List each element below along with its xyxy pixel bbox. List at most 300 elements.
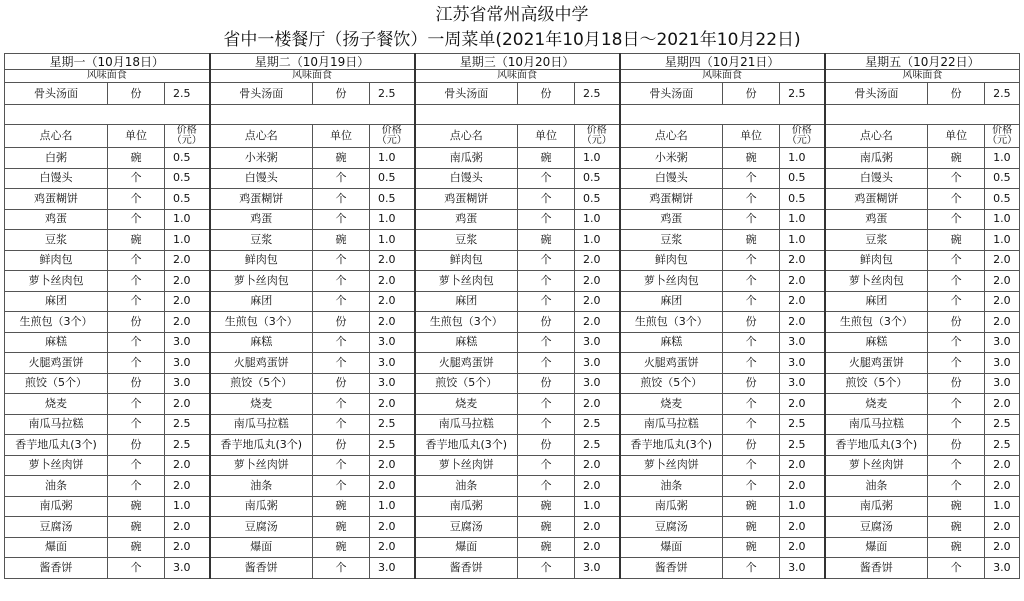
item-name: 生煎包（3个） bbox=[825, 312, 928, 333]
item-price: 0.5 bbox=[165, 189, 210, 210]
item-name: 豆腐汤 bbox=[210, 517, 313, 538]
item-unit: 个 bbox=[723, 271, 780, 292]
item-price: 3.0 bbox=[985, 558, 1020, 579]
item-name: 爆面 bbox=[825, 537, 928, 558]
item-price: 2.0 bbox=[370, 537, 415, 558]
unit-header: 单位 bbox=[928, 125, 985, 148]
item-name: 豆腐汤 bbox=[825, 517, 928, 538]
item-price: 2.0 bbox=[165, 291, 210, 312]
menu-row bbox=[5, 312, 1020, 333]
item-unit: 份 bbox=[928, 83, 985, 105]
item-price: 2.5 bbox=[985, 435, 1020, 456]
item-price: 2.0 bbox=[575, 291, 620, 312]
item-unit: 个 bbox=[108, 332, 165, 353]
item-name: 酱香饼 bbox=[415, 558, 518, 579]
item-unit: 个 bbox=[928, 209, 985, 230]
item-price: 2.0 bbox=[985, 476, 1020, 497]
item-price: 2.5 bbox=[165, 414, 210, 435]
item-price: 1.0 bbox=[780, 230, 825, 251]
item-name: 火腿鸡蛋饼 bbox=[210, 353, 313, 374]
item-unit: 个 bbox=[313, 455, 370, 476]
unit-header: 单位 bbox=[108, 125, 165, 148]
item-unit: 个 bbox=[723, 250, 780, 271]
menu-row bbox=[5, 353, 1020, 374]
item-unit: 个 bbox=[928, 476, 985, 497]
item-price: 2.0 bbox=[575, 455, 620, 476]
item-unit: 个 bbox=[108, 189, 165, 210]
item-price: 3.0 bbox=[370, 332, 415, 353]
item-name: 麻糕 bbox=[5, 332, 108, 353]
item-name: 骨头汤面 bbox=[415, 83, 518, 105]
item-price: 2.0 bbox=[370, 394, 415, 415]
item-unit: 个 bbox=[723, 394, 780, 415]
menu-row bbox=[5, 537, 1020, 558]
item-unit: 碗 bbox=[928, 230, 985, 251]
item-price: 1.0 bbox=[370, 209, 415, 230]
item-unit: 个 bbox=[313, 414, 370, 435]
item-name: 麻糕 bbox=[415, 332, 518, 353]
item-price: 2.5 bbox=[370, 83, 415, 105]
item-unit: 个 bbox=[108, 394, 165, 415]
item-unit: 个 bbox=[723, 291, 780, 312]
price-header-label: 价格（元） bbox=[987, 125, 1018, 146]
item-name: 南瓜粥 bbox=[210, 496, 313, 517]
item-price: 3.0 bbox=[370, 353, 415, 374]
item-name: 生煎包（3个） bbox=[415, 312, 518, 333]
item-unit: 个 bbox=[518, 250, 575, 271]
price-header bbox=[165, 125, 210, 148]
item-price: 1.0 bbox=[780, 148, 825, 169]
day-header: 星期三（10月20日） bbox=[415, 54, 620, 70]
item-unit: 碗 bbox=[518, 537, 575, 558]
item-price: 0.5 bbox=[780, 168, 825, 189]
item-unit: 个 bbox=[723, 414, 780, 435]
item-price: 2.0 bbox=[780, 537, 825, 558]
category-label: 风味面食 bbox=[415, 70, 620, 83]
item-unit: 份 bbox=[313, 83, 370, 105]
item-price: 1.0 bbox=[370, 496, 415, 517]
item-unit: 碗 bbox=[928, 148, 985, 169]
item-name: 爆面 bbox=[620, 537, 723, 558]
item-unit: 个 bbox=[518, 209, 575, 230]
item-price: 2.0 bbox=[985, 271, 1020, 292]
menu-row bbox=[5, 517, 1020, 538]
item-unit: 个 bbox=[518, 394, 575, 415]
item-price: 1.0 bbox=[165, 230, 210, 251]
item-price: 3.0 bbox=[165, 353, 210, 374]
name-header: 点心名 bbox=[210, 125, 313, 148]
item-price: 2.0 bbox=[985, 291, 1020, 312]
item-price: 2.0 bbox=[780, 250, 825, 271]
item-name: 生煎包（3个） bbox=[5, 312, 108, 333]
blank-cell bbox=[620, 105, 825, 125]
item-unit: 个 bbox=[313, 558, 370, 579]
item-price: 3.0 bbox=[780, 353, 825, 374]
item-name: 油条 bbox=[415, 476, 518, 497]
item-unit: 碗 bbox=[723, 230, 780, 251]
item-unit: 份 bbox=[313, 435, 370, 456]
item-price: 2.5 bbox=[165, 83, 210, 105]
item-unit: 个 bbox=[108, 271, 165, 292]
menu-row bbox=[5, 394, 1020, 415]
name-header: 点心名 bbox=[620, 125, 723, 148]
item-name: 萝卜丝肉包 bbox=[825, 271, 928, 292]
item-name: 白馒头 bbox=[5, 168, 108, 189]
item-unit: 个 bbox=[723, 168, 780, 189]
name-header: 点心名 bbox=[5, 125, 108, 148]
item-name: 麻糕 bbox=[825, 332, 928, 353]
item-unit: 个 bbox=[108, 455, 165, 476]
item-name: 爆面 bbox=[5, 537, 108, 558]
item-price: 2.0 bbox=[165, 455, 210, 476]
price-header bbox=[780, 125, 825, 148]
item-name: 骨头汤面 bbox=[825, 83, 928, 105]
item-unit: 份 bbox=[313, 312, 370, 333]
category-label: 风味面食 bbox=[210, 70, 415, 83]
item-price: 1.0 bbox=[165, 496, 210, 517]
item-name: 南瓜粥 bbox=[825, 496, 928, 517]
item-name: 油条 bbox=[5, 476, 108, 497]
item-name: 煎饺（5个） bbox=[620, 373, 723, 394]
item-price: 2.0 bbox=[165, 250, 210, 271]
item-name: 南瓜粥 bbox=[5, 496, 108, 517]
item-unit: 个 bbox=[313, 209, 370, 230]
item-unit: 个 bbox=[313, 332, 370, 353]
item-unit: 个 bbox=[723, 332, 780, 353]
item-name: 骨头汤面 bbox=[210, 83, 313, 105]
item-name: 豆浆 bbox=[5, 230, 108, 251]
item-unit: 个 bbox=[518, 332, 575, 353]
item-name: 煎饺（5个） bbox=[210, 373, 313, 394]
item-price: 0.5 bbox=[780, 189, 825, 210]
item-name: 鸡蛋糊饼 bbox=[5, 189, 108, 210]
item-price: 1.0 bbox=[370, 230, 415, 251]
item-unit: 碗 bbox=[313, 496, 370, 517]
item-name: 烧麦 bbox=[415, 394, 518, 415]
page-subtitle: 省中一楼餐厅（扬子餐饮）一周菜单(2021年10月18日～2021年10月22日) bbox=[223, 30, 801, 50]
item-unit: 个 bbox=[928, 189, 985, 210]
item-unit: 个 bbox=[108, 168, 165, 189]
item-price: 2.0 bbox=[985, 312, 1020, 333]
item-price: 2.0 bbox=[575, 312, 620, 333]
item-name: 鲜肉包 bbox=[620, 250, 723, 271]
item-name: 南瓜粥 bbox=[825, 148, 928, 169]
item-name: 鲜肉包 bbox=[5, 250, 108, 271]
item-name: 麻团 bbox=[620, 291, 723, 312]
item-price: 2.5 bbox=[575, 414, 620, 435]
item-price: 2.5 bbox=[780, 414, 825, 435]
item-price: 0.5 bbox=[165, 148, 210, 169]
item-unit: 份 bbox=[928, 312, 985, 333]
item-unit: 个 bbox=[928, 558, 985, 579]
item-unit: 份 bbox=[518, 83, 575, 105]
item-name: 萝卜丝肉饼 bbox=[825, 455, 928, 476]
item-price: 2.0 bbox=[370, 476, 415, 497]
item-price: 2.0 bbox=[780, 517, 825, 538]
item-price: 2.5 bbox=[575, 435, 620, 456]
item-name: 豆腐汤 bbox=[415, 517, 518, 538]
item-name: 豆浆 bbox=[415, 230, 518, 251]
item-price: 0.5 bbox=[575, 189, 620, 210]
day-header: 星期五（10月22日） bbox=[825, 54, 1020, 70]
item-price: 3.0 bbox=[165, 373, 210, 394]
item-name: 生煎包（3个） bbox=[210, 312, 313, 333]
item-price: 2.5 bbox=[165, 435, 210, 456]
item-unit: 个 bbox=[313, 168, 370, 189]
item-name: 麻团 bbox=[5, 291, 108, 312]
item-name: 萝卜丝肉饼 bbox=[620, 455, 723, 476]
item-price: 3.0 bbox=[575, 373, 620, 394]
item-price: 1.0 bbox=[985, 209, 1020, 230]
item-price: 2.0 bbox=[985, 517, 1020, 538]
item-price: 1.0 bbox=[575, 230, 620, 251]
item-name: 鸡蛋糊饼 bbox=[415, 189, 518, 210]
item-price: 2.0 bbox=[370, 250, 415, 271]
item-price: 3.0 bbox=[575, 353, 620, 374]
item-price: 1.0 bbox=[575, 496, 620, 517]
item-name: 南瓜马拉糕 bbox=[415, 414, 518, 435]
item-unit: 个 bbox=[108, 291, 165, 312]
item-price: 1.0 bbox=[575, 148, 620, 169]
item-price: 2.0 bbox=[165, 312, 210, 333]
menu-row bbox=[5, 168, 1020, 189]
item-price: 2.0 bbox=[780, 476, 825, 497]
item-unit: 个 bbox=[313, 250, 370, 271]
item-unit: 碗 bbox=[518, 148, 575, 169]
item-name: 鲜肉包 bbox=[210, 250, 313, 271]
menu-row bbox=[5, 414, 1020, 435]
menu-row bbox=[5, 189, 1020, 210]
day-header: 星期一（10月18日） bbox=[5, 54, 210, 70]
item-price: 1.0 bbox=[165, 209, 210, 230]
name-header: 点心名 bbox=[415, 125, 518, 148]
item-name: 酱香饼 bbox=[5, 558, 108, 579]
item-unit: 碗 bbox=[108, 496, 165, 517]
item-name: 煎饺（5个） bbox=[5, 373, 108, 394]
price-header-label: 价格（元） bbox=[376, 125, 407, 146]
column-header-row bbox=[5, 125, 1020, 148]
item-unit: 份 bbox=[108, 312, 165, 333]
item-unit: 份 bbox=[108, 373, 165, 394]
item-price: 0.5 bbox=[575, 168, 620, 189]
item-price: 2.0 bbox=[575, 394, 620, 415]
menu-row bbox=[5, 476, 1020, 497]
item-price: 3.0 bbox=[370, 373, 415, 394]
item-price: 3.0 bbox=[985, 332, 1020, 353]
item-name: 火腿鸡蛋饼 bbox=[825, 353, 928, 374]
item-price: 1.0 bbox=[575, 209, 620, 230]
item-price: 2.0 bbox=[575, 537, 620, 558]
item-name: 火腿鸡蛋饼 bbox=[620, 353, 723, 374]
menu-row bbox=[5, 291, 1020, 312]
item-price: 2.5 bbox=[780, 83, 825, 105]
item-name: 鲜肉包 bbox=[825, 250, 928, 271]
item-name: 鸡蛋糊饼 bbox=[620, 189, 723, 210]
item-unit: 碗 bbox=[723, 517, 780, 538]
item-name: 油条 bbox=[210, 476, 313, 497]
item-unit: 碗 bbox=[313, 148, 370, 169]
item-unit: 个 bbox=[313, 476, 370, 497]
item-price: 2.0 bbox=[780, 312, 825, 333]
item-price: 2.0 bbox=[370, 455, 415, 476]
day-header-row bbox=[5, 54, 1020, 70]
item-name: 爆面 bbox=[210, 537, 313, 558]
price-header-label: 价格（元） bbox=[171, 125, 202, 146]
item-name: 小米粥 bbox=[620, 148, 723, 169]
item-price: 0.5 bbox=[370, 168, 415, 189]
item-name: 煎饺（5个） bbox=[415, 373, 518, 394]
item-price: 2.5 bbox=[985, 414, 1020, 435]
item-unit: 份 bbox=[723, 312, 780, 333]
item-unit: 碗 bbox=[108, 148, 165, 169]
item-unit: 个 bbox=[518, 414, 575, 435]
price-header bbox=[370, 125, 415, 148]
item-unit: 碗 bbox=[928, 496, 985, 517]
item-name: 爆面 bbox=[415, 537, 518, 558]
blank-cell bbox=[825, 105, 1020, 125]
item-price: 0.5 bbox=[985, 189, 1020, 210]
item-unit: 个 bbox=[108, 558, 165, 579]
menu-row bbox=[5, 148, 1020, 169]
item-unit: 个 bbox=[108, 250, 165, 271]
item-unit: 碗 bbox=[108, 537, 165, 558]
item-price: 2.5 bbox=[575, 83, 620, 105]
item-unit: 个 bbox=[518, 189, 575, 210]
item-name: 麻糕 bbox=[620, 332, 723, 353]
item-name: 香芋地瓜丸(3个) bbox=[210, 435, 313, 456]
item-unit: 碗 bbox=[313, 537, 370, 558]
item-unit: 个 bbox=[518, 558, 575, 579]
item-name: 烧麦 bbox=[825, 394, 928, 415]
item-price: 2.0 bbox=[370, 312, 415, 333]
menu-row bbox=[5, 332, 1020, 353]
item-unit: 个 bbox=[108, 353, 165, 374]
item-unit: 个 bbox=[928, 394, 985, 415]
item-name: 鸡蛋 bbox=[5, 209, 108, 230]
item-name: 鸡蛋 bbox=[620, 209, 723, 230]
price-header bbox=[985, 125, 1020, 148]
item-name: 香芋地瓜丸(3个) bbox=[825, 435, 928, 456]
item-name: 鸡蛋 bbox=[825, 209, 928, 230]
item-name: 小米粥 bbox=[210, 148, 313, 169]
item-name: 南瓜粥 bbox=[415, 496, 518, 517]
item-price: 3.0 bbox=[780, 373, 825, 394]
item-name: 火腿鸡蛋饼 bbox=[5, 353, 108, 374]
item-name: 白馒头 bbox=[210, 168, 313, 189]
item-price: 2.0 bbox=[780, 291, 825, 312]
item-price: 2.0 bbox=[985, 537, 1020, 558]
item-unit: 碗 bbox=[518, 496, 575, 517]
item-unit: 份 bbox=[313, 373, 370, 394]
category-label: 风味面食 bbox=[620, 70, 825, 83]
item-name: 南瓜马拉糕 bbox=[5, 414, 108, 435]
item-name: 南瓜粥 bbox=[415, 148, 518, 169]
item-name: 南瓜马拉糕 bbox=[210, 414, 313, 435]
item-price: 2.0 bbox=[165, 517, 210, 538]
item-price: 2.0 bbox=[985, 455, 1020, 476]
item-price: 1.0 bbox=[370, 148, 415, 169]
item-unit: 个 bbox=[723, 558, 780, 579]
blank-cell bbox=[415, 105, 620, 125]
item-name: 豆浆 bbox=[620, 230, 723, 251]
item-name: 白馒头 bbox=[415, 168, 518, 189]
item-price: 2.0 bbox=[575, 250, 620, 271]
item-price: 2.0 bbox=[575, 271, 620, 292]
item-unit: 碗 bbox=[313, 517, 370, 538]
item-price: 3.0 bbox=[165, 558, 210, 579]
item-unit: 碗 bbox=[108, 517, 165, 538]
item-price: 2.0 bbox=[370, 271, 415, 292]
item-unit: 份 bbox=[108, 83, 165, 105]
item-name: 骨头汤面 bbox=[620, 83, 723, 105]
item-price: 0.5 bbox=[370, 189, 415, 210]
menu-row bbox=[5, 373, 1020, 394]
item-unit: 个 bbox=[518, 476, 575, 497]
item-price: 2.0 bbox=[780, 394, 825, 415]
item-unit: 份 bbox=[723, 83, 780, 105]
item-unit: 个 bbox=[928, 414, 985, 435]
item-name: 白馒头 bbox=[825, 168, 928, 189]
menu-row bbox=[5, 496, 1020, 517]
item-unit: 个 bbox=[723, 189, 780, 210]
item-name: 鸡蛋糊饼 bbox=[210, 189, 313, 210]
item-unit: 碗 bbox=[518, 230, 575, 251]
item-price: 3.0 bbox=[985, 373, 1020, 394]
item-price: 2.0 bbox=[985, 250, 1020, 271]
item-name: 萝卜丝肉包 bbox=[620, 271, 723, 292]
category-label: 风味面食 bbox=[825, 70, 1020, 83]
item-unit: 个 bbox=[723, 353, 780, 374]
item-price: 3.0 bbox=[575, 332, 620, 353]
item-name: 豆浆 bbox=[210, 230, 313, 251]
item-price: 3.0 bbox=[370, 558, 415, 579]
item-price: 2.0 bbox=[370, 291, 415, 312]
item-unit: 碗 bbox=[518, 517, 575, 538]
item-price: 2.0 bbox=[165, 394, 210, 415]
item-name: 萝卜丝肉包 bbox=[5, 271, 108, 292]
item-name: 萝卜丝肉包 bbox=[415, 271, 518, 292]
price-header bbox=[575, 125, 620, 148]
item-price: 2.0 bbox=[985, 394, 1020, 415]
item-price: 3.0 bbox=[985, 353, 1020, 374]
item-unit: 碗 bbox=[723, 148, 780, 169]
item-unit: 个 bbox=[928, 271, 985, 292]
item-name: 萝卜丝肉包 bbox=[210, 271, 313, 292]
category-row bbox=[5, 70, 1020, 83]
item-unit: 碗 bbox=[928, 537, 985, 558]
item-unit: 个 bbox=[518, 291, 575, 312]
item-name: 白粥 bbox=[5, 148, 108, 169]
menu-row bbox=[5, 230, 1020, 251]
weekly-menu-table bbox=[4, 53, 1020, 579]
day-header: 星期四（10月21日） bbox=[620, 54, 825, 70]
item-unit: 个 bbox=[518, 271, 575, 292]
item-price: 2.0 bbox=[575, 476, 620, 497]
price-header-label: 价格（元） bbox=[786, 125, 817, 146]
item-name: 鸡蛋 bbox=[210, 209, 313, 230]
item-name: 煎饺（5个） bbox=[825, 373, 928, 394]
item-name: 生煎包（3个） bbox=[620, 312, 723, 333]
unit-header: 单位 bbox=[518, 125, 575, 148]
item-name: 酱香饼 bbox=[620, 558, 723, 579]
item-unit: 个 bbox=[313, 394, 370, 415]
item-name: 麻糕 bbox=[210, 332, 313, 353]
item-name: 豆腐汤 bbox=[5, 517, 108, 538]
item-name: 萝卜丝肉饼 bbox=[5, 455, 108, 476]
item-unit: 个 bbox=[108, 209, 165, 230]
item-name: 白馒头 bbox=[620, 168, 723, 189]
soup-row bbox=[5, 83, 1020, 105]
